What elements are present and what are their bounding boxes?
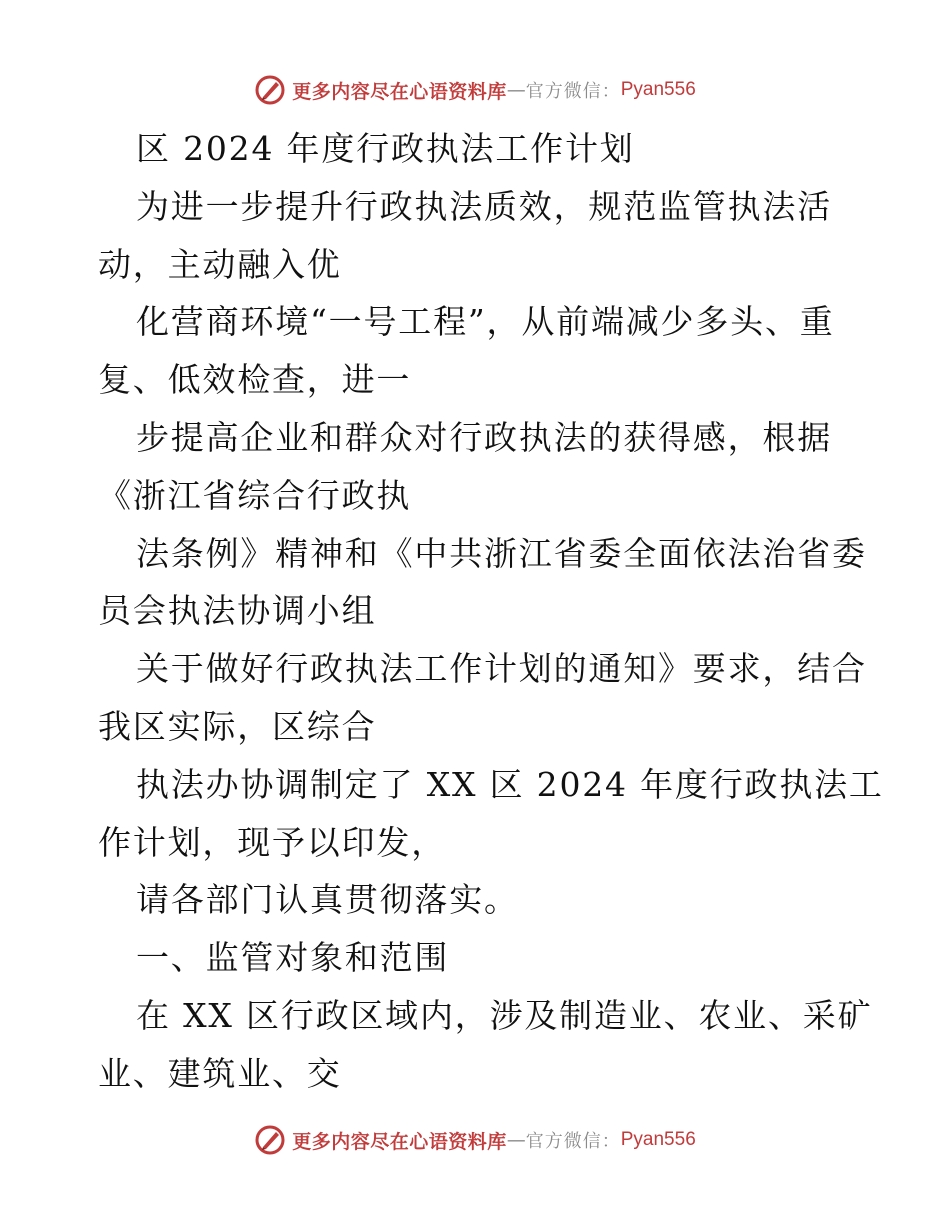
text-line: 法条例》精神和《中共浙江省委全面依法治省委 <box>136 533 867 573</box>
watermark-official: 官方微信： <box>525 81 621 102</box>
text-line: 员会执法协调小组 <box>98 591 377 631</box>
watermark-dash: — <box>506 1129 526 1151</box>
text-line: 为进一步提升行政执法质效，规范监管执法活 <box>136 186 832 226</box>
header-watermark <box>0 72 950 108</box>
watermark-wechat-id: Pyan556 <box>620 1129 696 1150</box>
text-line: 关于做好行政执法工作计划的通知》要求，结合 <box>136 649 867 689</box>
watermark-brand: 更多内容尽在心语资料库 <box>292 80 507 103</box>
text-line: 我区实际，区综合 <box>98 706 377 746</box>
watermark-dash: — <box>506 79 526 101</box>
text-line: 化营商环境“一号工程”，从前端减少多头、重 <box>136 302 835 342</box>
text-line: 作计划，现予以印发， <box>98 822 446 862</box>
text-line: 在 XX 区行政区域内，涉及制造业、农业、采矿 <box>136 995 873 1035</box>
text-line: 动，主动融入优 <box>98 244 342 284</box>
text-line: 区 2024 年度行政执法工作计划 <box>136 129 635 168</box>
text-line: 请各部门认真贯彻落实。 <box>136 880 519 920</box>
pen-logo-icon <box>254 1124 286 1156</box>
pen-logo-icon <box>254 74 286 106</box>
text-line: 复、低效检查，进一 <box>98 360 412 400</box>
watermark-official: 官方微信： <box>525 1131 621 1152</box>
text-line: 业、建筑业、交 <box>98 1053 342 1093</box>
text-line: 《浙江省综合行政执 <box>98 475 412 515</box>
watermark-brand: 更多内容尽在心语资料库 <box>292 1130 507 1153</box>
footer-watermark <box>0 1122 950 1158</box>
text-line: 一、监管对象和范围 <box>136 938 450 978</box>
document-body <box>98 120 884 1103</box>
text-line: 执法办协调制定了 XX 区 2024 年度行政执法工 <box>136 764 884 804</box>
text-line: 步提高企业和群众对行政执法的获得感，根据 <box>136 417 832 457</box>
watermark-wechat-id: Pyan556 <box>620 79 696 100</box>
